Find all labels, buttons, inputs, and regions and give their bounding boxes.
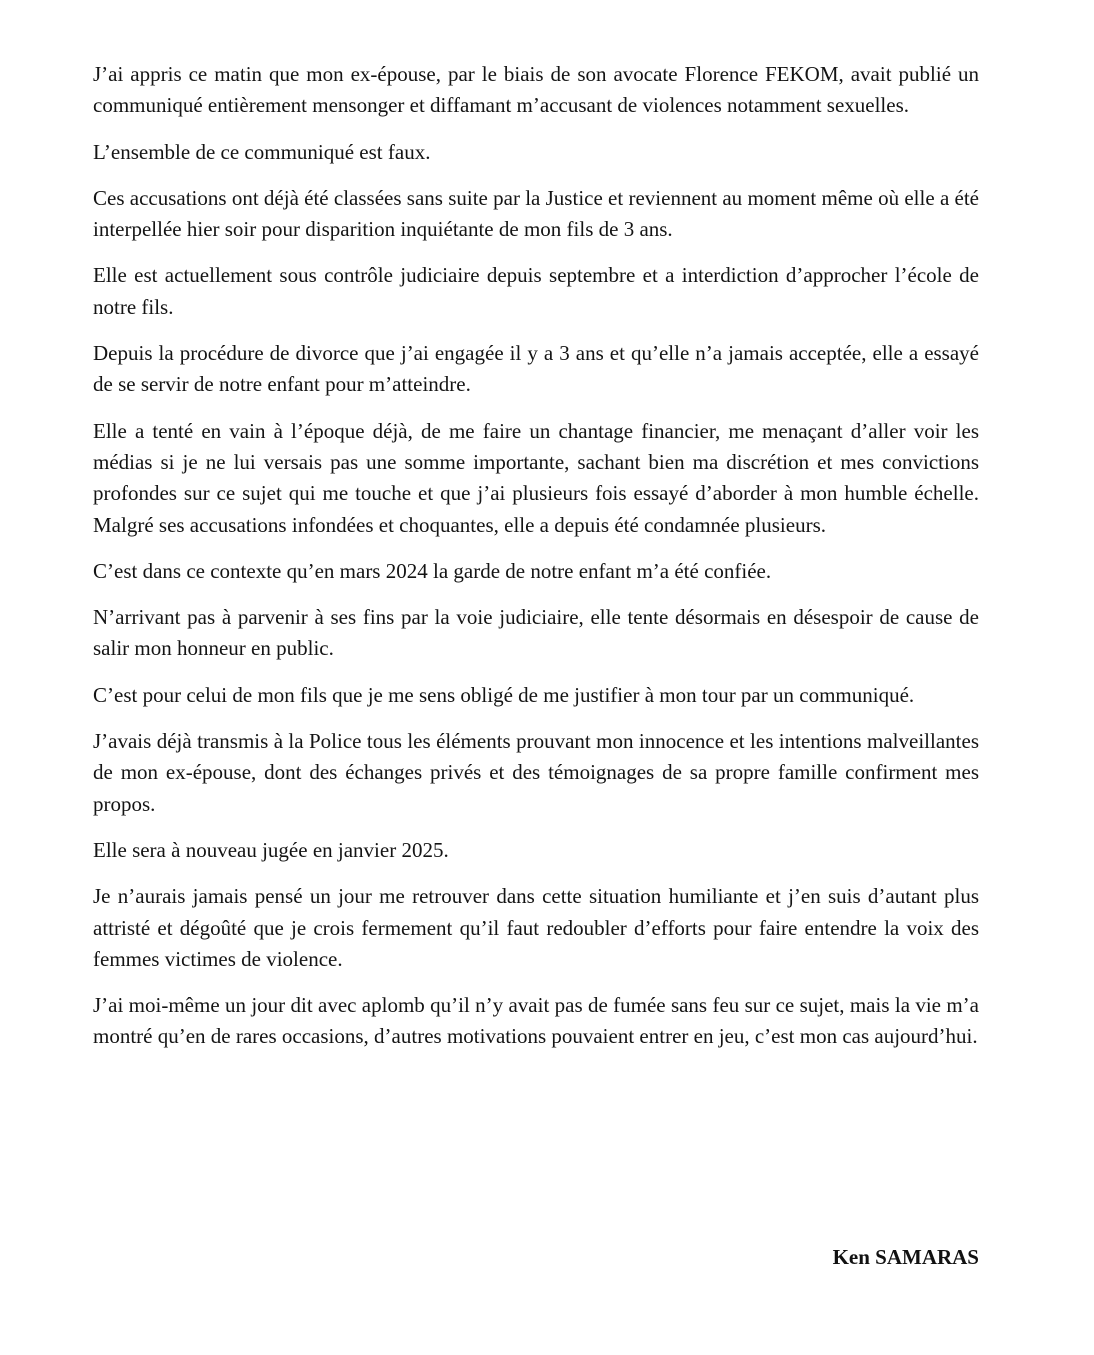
paragraph-7: C’est dans ce contexte qu’en mars 2024 la garde de notre enfant m’a été confiée. <box>93 558 772 583</box>
statement-body <box>93 59 979 1068</box>
paragraph-9: C’est pour celui de mon fils que je me sens obligé de me justifier à mon tour par un communiqué. <box>93 682 915 707</box>
paragraph-10: J’avais déjà transmis à la Police tous les éléments prouvant mon innocence et les intentions malveillantes de mon ex-épouse, dont des échanges privés et des témoignages de sa propre famille confirment mes propos. <box>93 729 979 816</box>
signature: Ken SAMARAS <box>832 1245 979 1269</box>
paragraph-1: J’ai appris ce matin que mon ex-épouse, par le biais de son avocate Florence FEKOM, avait publié un communiqué entièrement mensonger et diffamant m’accusant de violences notamment sexuelles. <box>93 62 979 118</box>
paragraph-8: N’arrivant pas à parvenir à ses fins par la voie judiciaire, elle tente désormais en désespoir de cause de salir mon honneur en public. <box>93 605 979 661</box>
paragraph-2: L’ensemble de ce communiqué est faux. <box>93 139 431 164</box>
paragraph-5: Depuis la procédure de divorce que j’ai engagée il y a 3 ans et qu’elle n’a jamais acceptée, elle a essayé de se servir de notre enfant pour m’atteindre. <box>93 341 979 397</box>
paragraph-13: J’ai moi-même un jour dit avec aplomb qu’il n’y avait pas de fumée sans feu sur ce sujet, mais la vie m’a montré qu’en de rares occasions, d’autres motivations pouvaient entrer en jeu, c’est mon cas aujourd’hui. <box>93 993 979 1049</box>
paragraph-4: Elle est actuellement sous contrôle judiciaire depuis septembre et a interdiction d’approcher l’école de notre fils. <box>93 263 979 319</box>
paragraph-11: Elle sera à nouveau jugée en janvier 2025. <box>93 837 449 862</box>
paragraph-6: Elle a tenté en vain à l’époque déjà, de me faire un chantage financier, me menaçant d’aller voir les médias si je ne lui versais pas une somme importante, sachant bien ma discrétion et mes convictions profondes sur ce sujet qui me touche et que j’ai plusieurs fois essayé d’aborder à mon humble échelle. Malgré ses accusations infondées et choquantes, elle a depuis été condamnée plusieurs. <box>93 418 979 537</box>
paragraph-12: Je n’aurais jamais pensé un jour me retrouver dans cette situation humiliante et j’en suis d’autant plus attristé et dégoûté que je crois fermement qu’il faut redoubler d’efforts pour faire entendre la voix des femmes victimes de violence. <box>93 884 979 971</box>
paragraph-3: Ces accusations ont déjà été classées sans suite par la Justice et reviennent au moment même où elle a été interpellée hier soir pour disparition inquiétante de mon fils de 3 ans. <box>93 185 979 242</box>
